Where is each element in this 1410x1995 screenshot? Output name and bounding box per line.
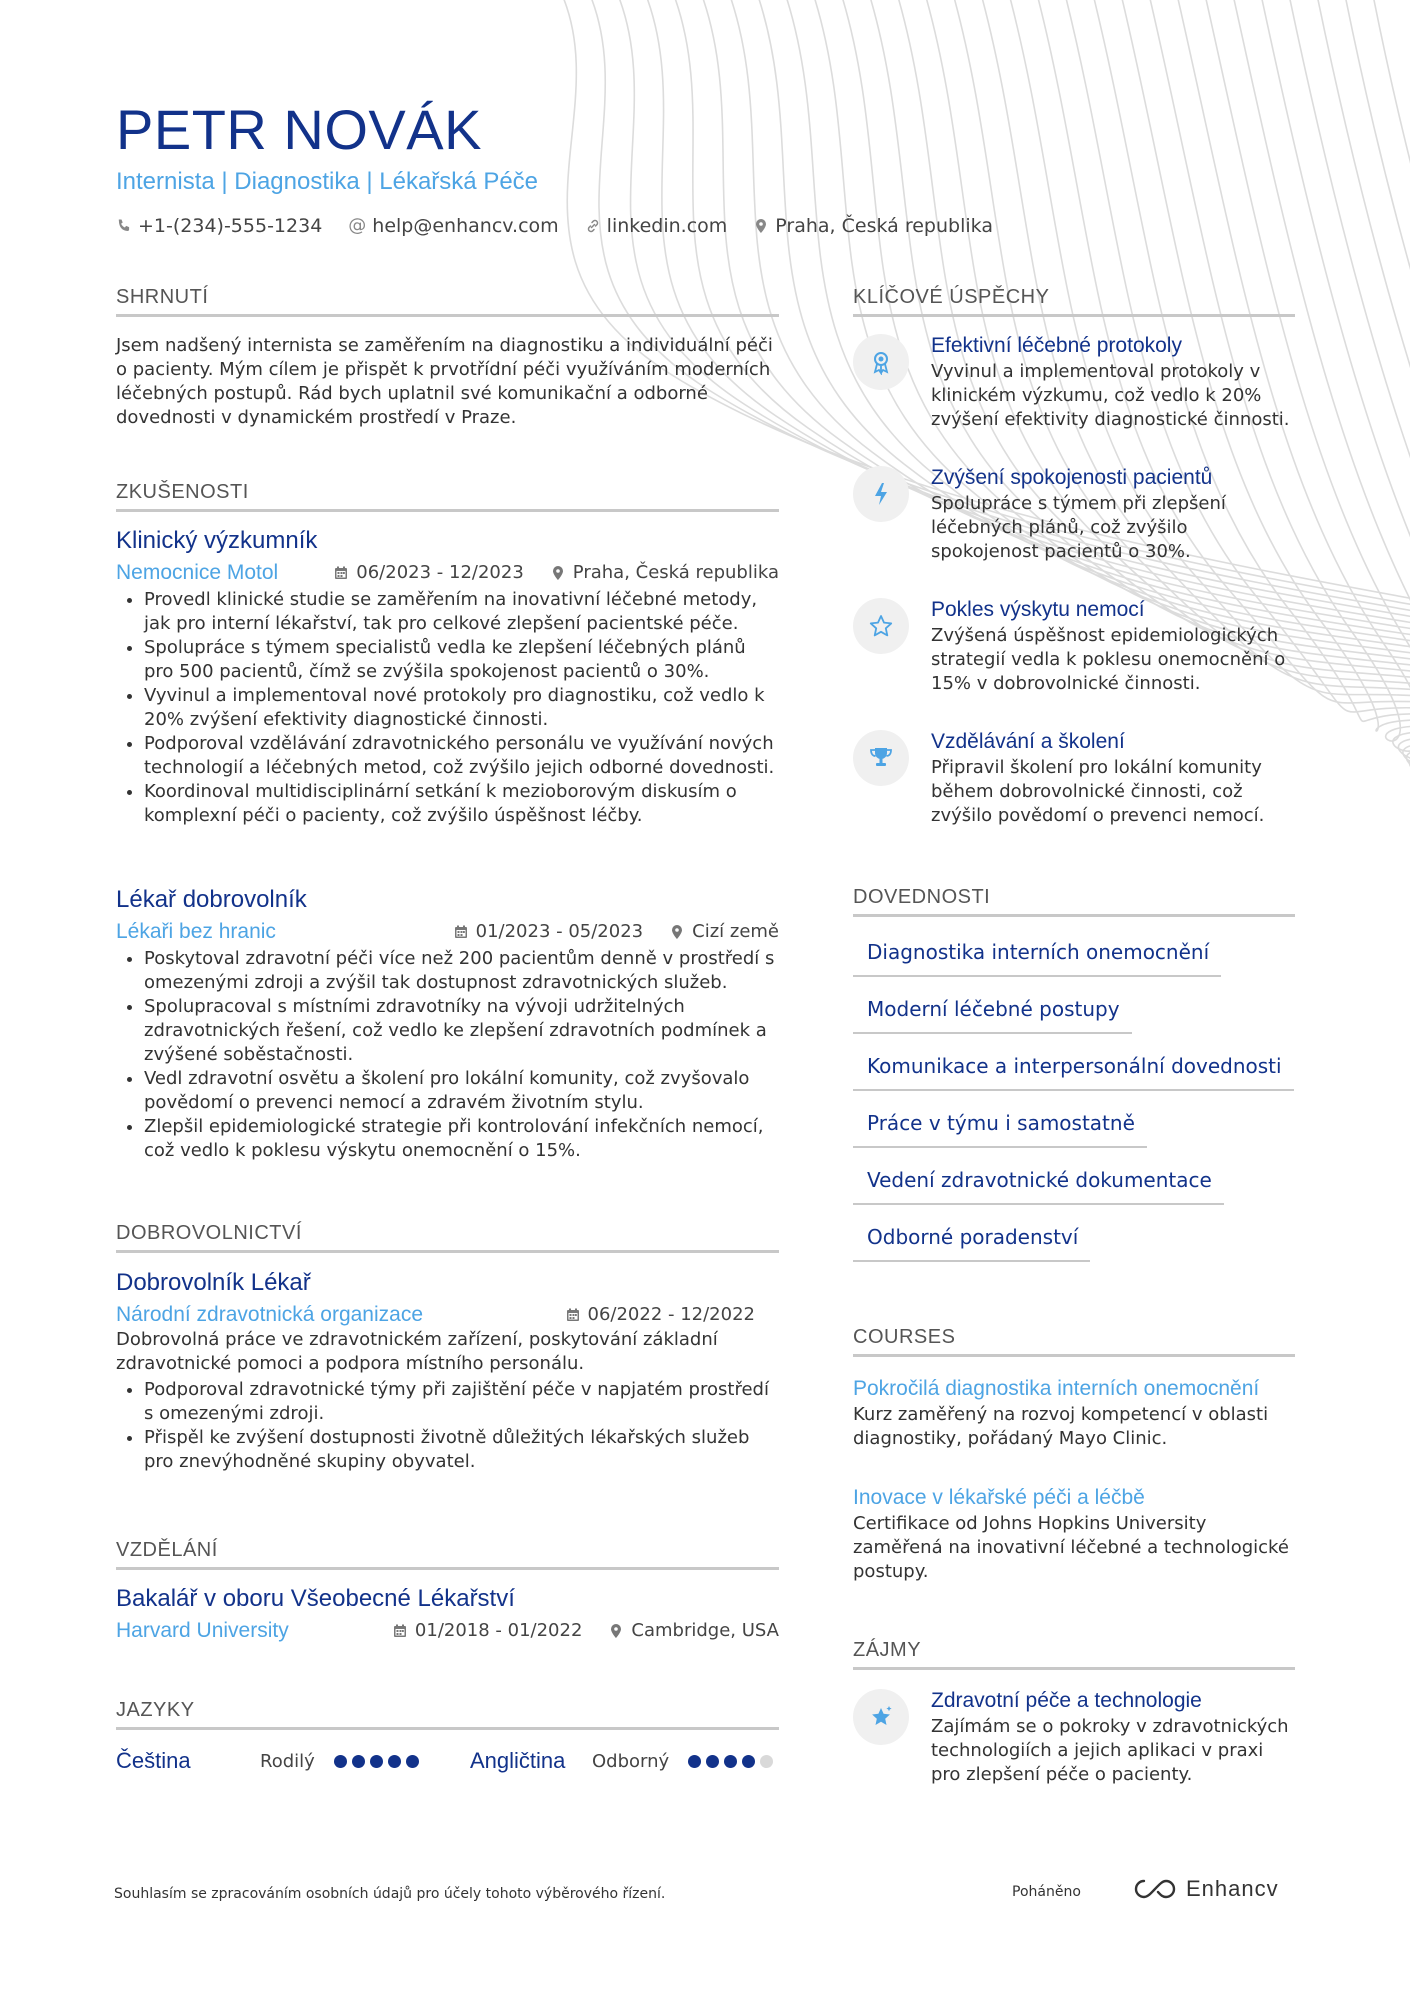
achievement-text: Vyvinul a implementoval protokoly v klinickém výzkumu, což vedlo k 20% zvýšení efektivity diagnostické činnosti. [931, 361, 1290, 430]
star-icon [853, 598, 909, 654]
skills-heading: DOVEDNOSTI [853, 884, 1295, 917]
proficiency-dot-filled [370, 1755, 383, 1768]
language-level: Odborný [592, 1750, 670, 1772]
contact-email[interactable] [348, 213, 558, 239]
skill-tag-wrap [853, 1224, 1295, 1262]
contact-linkedin[interactable] [585, 213, 728, 239]
interests-heading: ZÁJMY [853, 1637, 1295, 1670]
skill-tag: Diagnostika interních onemocnění [853, 939, 1221, 977]
email-text: help@enhancv.com [372, 215, 559, 237]
bullet-item: • Koordinoval multidisciplinární setkání k mezioborovým diskusím o komplexní péči o pacienty, což zvýšilo úspěšnost léčby. [144, 780, 779, 828]
award-icon [853, 334, 909, 390]
languages-row [116, 1748, 779, 1774]
volunteer-role: Dobrovolník Lékař [116, 1269, 311, 1296]
headline: Internista | Diagnostika | Lékařská Péče [116, 168, 539, 195]
summary-text: Jsem nadšený internista se zaměřením na diagnostiku a individuální péči o pacienty. Mým cílem je přispět k prvotřídní péči využíváním moderních léčebných postupů. Rád bych uplatnil své komunikační a odborné dovednosti v dynamickém prostředí v Praze. [116, 335, 773, 428]
volunteer-bullets [116, 1378, 779, 1474]
phone-text: +1-(234)-555-1234 [138, 215, 323, 237]
achievement-text: Připravil školení pro lokální komunity během dobrovolnické činnosti, což zvýšilo povědomí o prevenci nemocí. [931, 757, 1265, 826]
skill-tag-wrap [853, 1167, 1295, 1205]
proficiency-dot-filled [352, 1755, 365, 1768]
course-item [853, 1484, 1295, 1584]
course-text: Certifikace od Johns Hopkins University zaměřená na inovativní léčebné a technologické postupy. [853, 1513, 1289, 1582]
language-name: Angličtina [470, 1748, 566, 1773]
achievement-title: Efektivní léčebné protokoly [931, 334, 1182, 357]
volunteering-heading: DOBROVOLNICTVÍ [116, 1220, 779, 1253]
achievement-title: Pokles výskytu nemocí [931, 598, 1145, 621]
interest-text: Zajímám se o pokroky v zdravotnických technologiích a jejich aplikaci v praxi pro zlepšení péče o pacienty. [931, 1716, 1289, 1785]
wave-line [1288, 0, 1410, 793]
degree: Bakalář v oboru Všeobecné Lékařství [116, 1585, 515, 1612]
location-pin-icon [669, 924, 685, 940]
language-dots [688, 1755, 773, 1768]
bolt-icon [853, 466, 909, 522]
achievement-title: Zvýšení spokojenosti pacientů [931, 466, 1213, 489]
language-level: Rodilý [260, 1750, 315, 1772]
achievement-item [853, 464, 1295, 564]
wave-line [1316, 0, 1410, 800]
proficiency-dot-filled [706, 1755, 719, 1768]
language-name: Čeština [116, 1748, 191, 1773]
volunteer-org: Národní zdravotnická organizace [116, 1303, 424, 1326]
at-icon: @ [348, 215, 367, 236]
bullet-item: • Podporoval vzdělávání zdravotnického personálu ve využívání nových technologií a léčebných metod, což zvýšilo jejich odborné dovednosti. [144, 732, 779, 780]
bullet-item: • Provedl klinické studie se zaměřením na inovativní léčebné metody, jak pro interní lékařství, tak pro celkové zlepšení pacientské péče. [144, 588, 779, 636]
job-location [669, 919, 779, 945]
achievement-text: Zvýšená úspěšnost epidemiologických strategií vedla k poklesu onemocnění o 15% v dobrovolnické činnosti. [931, 625, 1286, 694]
achievement-title: Vzdělávání a školení [931, 730, 1125, 753]
course-title: Pokročilá diagnostika interních onemocnění [853, 1377, 1260, 1400]
achievement-item [853, 332, 1295, 432]
skill-tag-wrap [853, 1053, 1295, 1091]
contact-bar [116, 213, 993, 239]
course-item [853, 1375, 1295, 1451]
location-text: Praha, Česká republika [775, 215, 993, 237]
contact-phone[interactable] [116, 213, 322, 239]
job-dates-text: 06/2023 - 12/2023 [356, 562, 524, 583]
job-dates-text: 01/2023 - 05/2023 [475, 921, 644, 942]
consent-text: Souhlasím se zpracováním osobních údajů pro účely tohoto výběrového řízení. [114, 1886, 666, 1902]
education-location [608, 1618, 779, 1644]
job-dates [333, 560, 524, 586]
location-pin-icon [753, 218, 769, 234]
bullet-item: • Spolupráce s týmem specialistů vedla ke zlepšení léčebných plánů pro 500 pacientů, čímž se zvýšila spokojenost pacientů o 30%. [144, 636, 779, 684]
volunteer-dates [565, 1302, 756, 1328]
job-role: Klinický výzkumník [116, 527, 318, 554]
courses-heading: COURSES [853, 1324, 1295, 1357]
job-bullets [116, 947, 779, 1163]
bullet-item: • Přispěl ke zvýšení dostupnosti životně důležitých lékařských služeb pro znevýhodněné skupiny obyvatel. [144, 1426, 779, 1474]
calendar-icon [453, 924, 469, 940]
achievements-heading: KLÍČOVÉ ÚSPĚCHY [853, 284, 1295, 317]
calendar-icon [392, 1623, 408, 1639]
sparkle-star-icon [853, 1689, 909, 1745]
enhancv-logo[interactable] [1132, 1876, 1279, 1902]
link-icon [585, 218, 601, 234]
volunteer-dates-text: 06/2022 - 12/2022 [587, 1304, 755, 1325]
job-role: Lékař dobrovolník [116, 886, 307, 913]
skill-tag: Odborné poradenství [853, 1224, 1090, 1262]
wave-line [1344, 0, 1410, 800]
achievement-item [853, 596, 1295, 696]
bullet-item: • Vedl zdravotní osvětu a školení pro lokální komunity, což zvyšovalo povědomí o prevenci nemocí a zdravém životním stylu. [144, 1067, 779, 1115]
job-org: Lékaři bez hranic [116, 920, 276, 943]
skill-tag: Komunikace a interpersonální dovednosti [853, 1053, 1294, 1091]
skill-tag: Vedení zdravotnické dokumentace [853, 1167, 1224, 1205]
phone-icon [116, 218, 132, 234]
languages-heading: JAZYKY [116, 1697, 779, 1730]
job-location-text: Praha, Česká republika [572, 562, 779, 583]
proficiency-dot-filled [742, 1755, 755, 1768]
education-heading: VZDĚLÁNÍ [116, 1537, 779, 1570]
job-location [550, 560, 779, 586]
experience-heading: ZKUŠENOSTI [116, 479, 779, 512]
proficiency-dot-filled [724, 1755, 737, 1768]
education-dates-text: 01/2018 - 01/2022 [414, 1620, 583, 1641]
infinity-logo-icon [1132, 1877, 1178, 1901]
proficiency-dot-filled [688, 1755, 701, 1768]
skill-tag-wrap [853, 939, 1295, 977]
education-dates [392, 1618, 583, 1644]
bullet-item: • Podporoval zdravotnické týmy při zajištění péče v napjatém prostředí s omezenými zdroji. [144, 1378, 779, 1426]
location-pin-icon [550, 565, 566, 581]
proficiency-dot-filled [334, 1755, 347, 1768]
job-entry [116, 526, 779, 828]
job-location-text: Cizí země [692, 921, 779, 942]
proficiency-dot-filled [388, 1755, 401, 1768]
volunteer-entry [116, 1268, 779, 1474]
summary-heading: SHRNUTÍ [116, 284, 779, 317]
job-org: Nemocnice Motol [116, 561, 279, 584]
skill-tag-wrap [853, 996, 1295, 1034]
wave-line [1372, 0, 1410, 800]
education-location-text: Cambridge, USA [631, 1620, 779, 1641]
interest-item [853, 1687, 1295, 1787]
contact-location [753, 213, 993, 239]
job-bullets [116, 588, 779, 828]
job-dates [453, 919, 644, 945]
school: Harvard University [116, 1619, 289, 1642]
brand-name: Enhancv [1186, 1876, 1279, 1901]
interest-title: Zdravotní péče a technologie [931, 1689, 1202, 1712]
calendar-icon [333, 565, 349, 581]
achievement-text: Spolupráce s týmem při zlepšení léčebných plánů, což zvýšilo spokojenost pacientů o 30%. [931, 493, 1226, 562]
achievement-item [853, 728, 1295, 828]
bullet-item: • Zlepšil epidemiologické strategie při kontrolování infekčních nemocí, což vedlo k poklesu výskytu onemocnění o 15%. [144, 1115, 779, 1163]
education-entry [116, 1584, 779, 1644]
bullet-item: • Poskytoval zdravotní péči více než 200 pacientům denně v prostředí s omezenými zdroji a zvýšil tak dostupnost zdravotnických služeb. [144, 947, 779, 995]
calendar-icon [565, 1307, 581, 1323]
location-pin-icon [608, 1623, 624, 1639]
powered-by-text: Poháněno [1012, 1884, 1081, 1900]
language-dots [334, 1755, 470, 1768]
skill-tag: Práce v týmu i samostatně [853, 1110, 1147, 1148]
skill-tag-wrap [853, 1110, 1295, 1148]
trophy-icon [853, 730, 909, 786]
skill-tag: Moderní léčebné postupy [853, 996, 1132, 1034]
bullet-item: • Vyvinul a implementoval nové protokoly pro diagnostiku, což vedlo k 20% zvýšení efektivity diagnostické činnosti. [144, 684, 779, 732]
volunteer-text: Dobrovolná práce ve zdravotnickém zařízení, poskytování základní zdravotnické pomoci a podpora místního personálu. [116, 1329, 718, 1374]
proficiency-dot-filled [406, 1755, 419, 1768]
candidate-name: PETR NOVÁK [116, 98, 482, 161]
bullet-item: • Spolupracoval s místními zdravotníky na vývoji udržitelných zdravotnických řešení, což vedlo ke zlepšení zdravotních podmínek a zvýšené soběstačnosti. [144, 995, 779, 1067]
course-title: Inovace v lékařské péči a léčbě [853, 1486, 1145, 1509]
job-entry [116, 885, 779, 1163]
course-text: Kurz zaměřený na rozvoj kompetencí v oblasti diagnostiky, pořádaný Mayo Clinic. [853, 1404, 1269, 1449]
linkedin-text: linkedin.com [606, 215, 728, 237]
proficiency-dot-empty [760, 1755, 773, 1768]
